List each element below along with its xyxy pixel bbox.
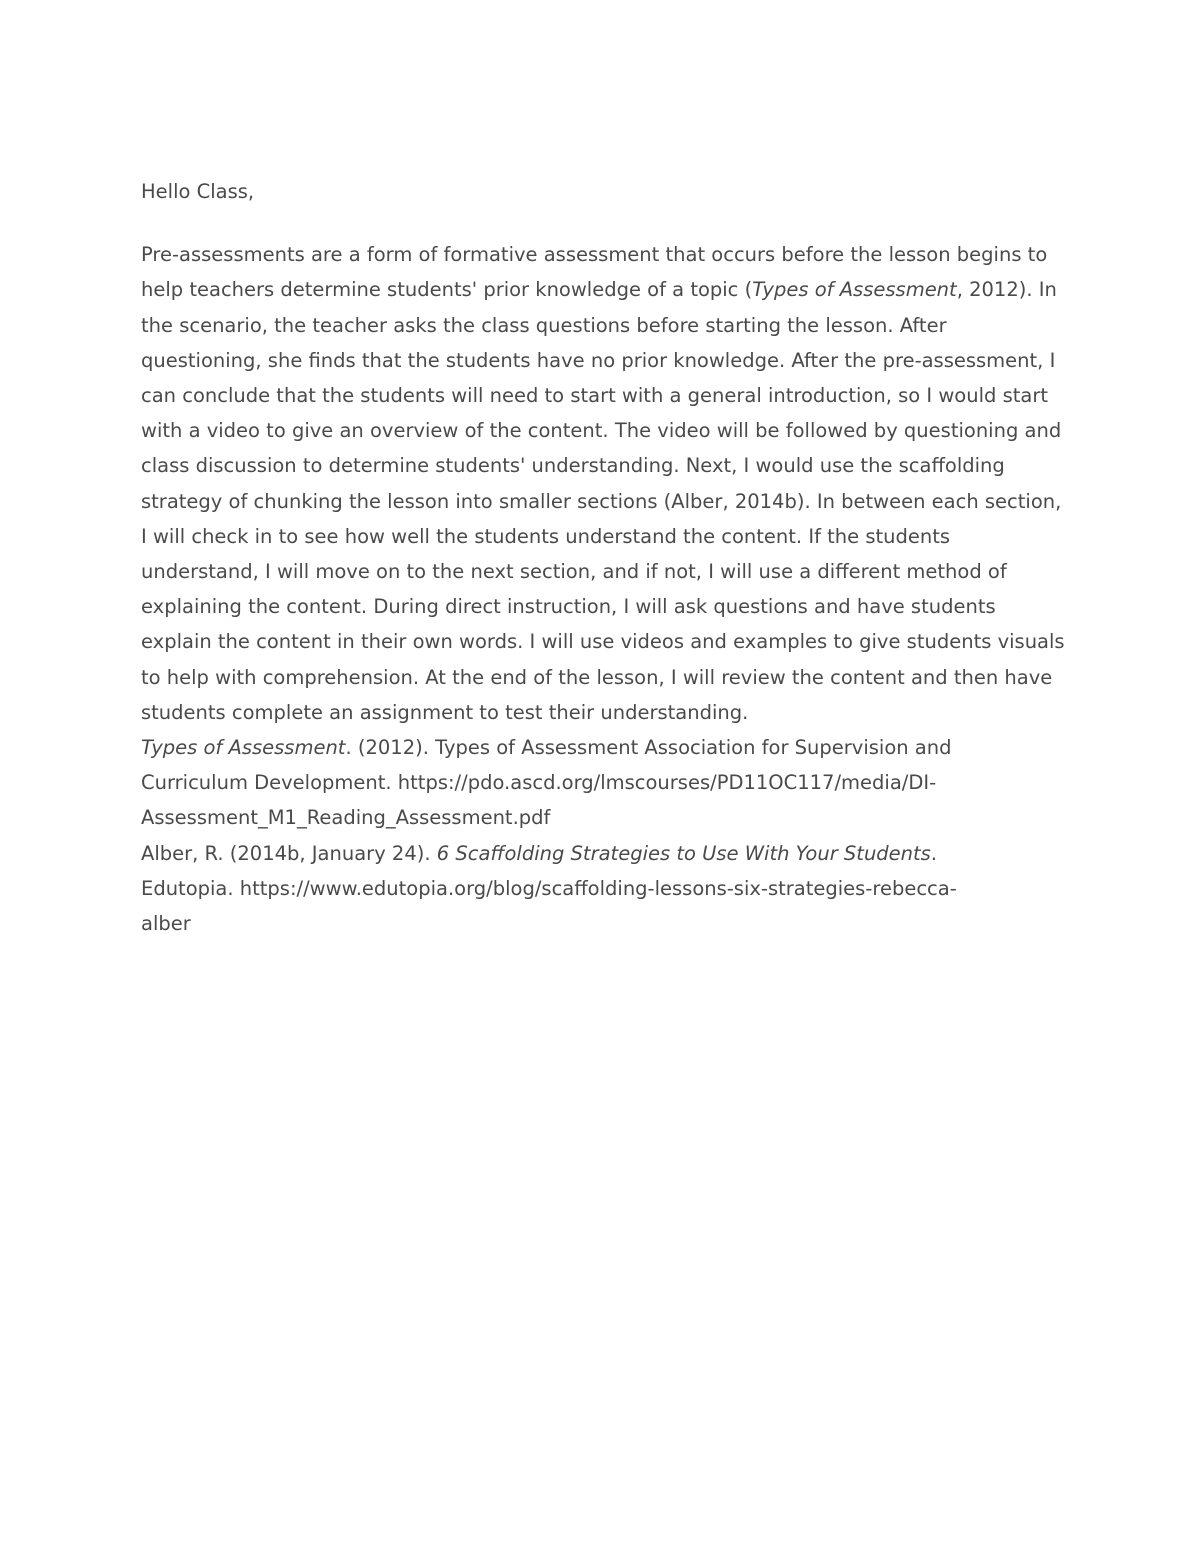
reference-line (141, 836, 1066, 871)
reference-text: . (930, 841, 938, 865)
reference-title: Types of Assessment (141, 736, 346, 760)
body-paragraph (141, 237, 1066, 730)
body-text: begins to help teachers determine students' prior knowledge of a topic ( (141, 243, 1048, 302)
reference-line: Assessment_M1_Reading_Assessment.pdf (141, 806, 551, 830)
reference-line (141, 730, 1066, 765)
citation-title: Assessment (839, 278, 957, 302)
reference-text: Alber, R. (2014b, January 24). (141, 841, 437, 865)
body-text: Pre-assessments are a form of formative assessment that occurs before the lesson (141, 243, 951, 267)
reference-line: Curriculum Development. https://pdo.ascd.org/lmscourses/PD11OC117/media/DI- (141, 771, 937, 795)
document-content (141, 174, 1066, 941)
body-text: , 2012). In the scenario, the teacher asks the class questions before (141, 278, 1057, 337)
body-text: starting the lesson. After questioning, she finds that the students have no prior knowledge. After the pre-assessment, I can conclude that the students will need to start with a general introduction, so I would start with a video to give an overview of the content. The video will be followed by questioning and class discussion to determine students' understanding. Next, I would use the scaffolding strategy of chunking the lesson into smaller sections (Alber, 2014b). In between each section, I will check in to see how well the students understand the content. If the students understand, I will move on to the next section, and if not, I will use a different method of explaining the content. During direct instruction, I will ask questions and have students explain the content in their own words. I will use videos and examples to give students visuals to help with comprehension. At the end of the lesson, I will review the content and then have students complete an assignment to test their understanding. (141, 313, 1065, 724)
reference-line: Edutopia. https://www.edutopia.org/blog/scaffolding-lessons-six-strategies-rebecca- (141, 876, 957, 900)
greeting: Hello Class, (141, 180, 255, 203)
reference-line: alber (141, 912, 191, 936)
reference-entry (141, 730, 1066, 836)
citation-title: Types of (752, 278, 834, 302)
reference-entry (141, 836, 1066, 942)
reference-text: . (2012). Types of Assessment Association for Supervision and (345, 736, 952, 760)
reference-title: 6 Scaffolding Strategies to Use With Your Students (436, 841, 931, 865)
